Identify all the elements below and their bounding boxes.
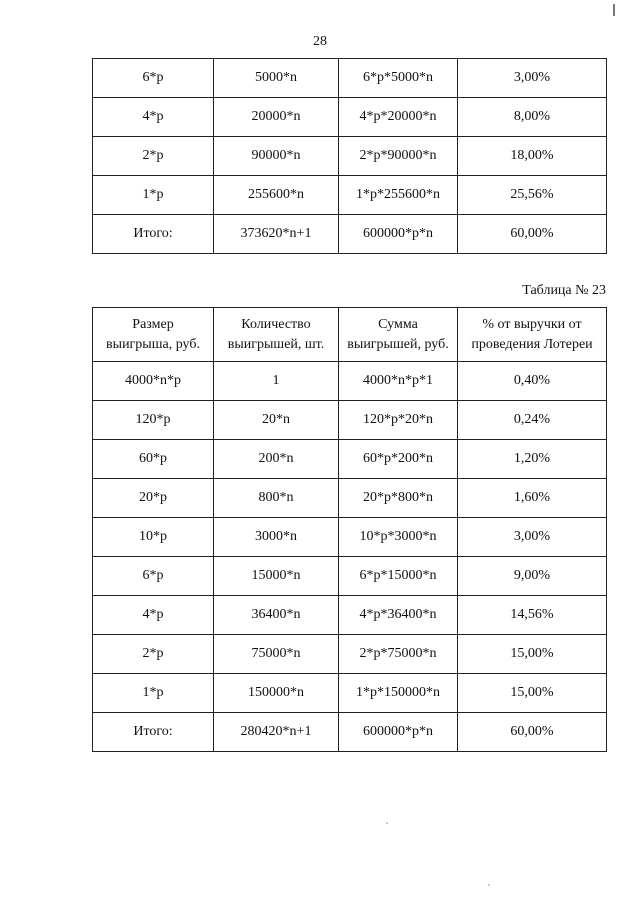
prize-amount-cell: 4*p xyxy=(93,98,214,137)
prize-count-cell: 200*n xyxy=(214,440,339,479)
prize-sum-cell: 60*p*200*n xyxy=(339,440,458,479)
prize-count-cell: 15000*n xyxy=(214,557,339,596)
revenue-percent-cell: 1,20% xyxy=(458,440,607,479)
revenue-percent-cell: 1,60% xyxy=(458,479,607,518)
table-row xyxy=(93,557,607,596)
prize-table-23 xyxy=(92,307,607,752)
scan-speck xyxy=(488,884,490,886)
prize-count-cell: 150000*n xyxy=(214,674,339,713)
prize-amount-cell: 60*p xyxy=(93,440,214,479)
prize-sum-cell: 20*p*800*n xyxy=(339,479,458,518)
header-revenue-percent xyxy=(458,308,607,362)
prize-sum-cell: 4*p*36400*n xyxy=(339,596,458,635)
revenue-percent-cell: 0,24% xyxy=(458,401,607,440)
prize-sum-cell: 6*p*5000*n xyxy=(339,59,458,98)
header-line: Количество xyxy=(241,316,311,332)
prize-amount-cell: 6*p xyxy=(93,59,214,98)
prize-sum-cell: 2*p*75000*n xyxy=(339,635,458,674)
prize-count-cell: 90000*n xyxy=(214,137,339,176)
table-row xyxy=(93,674,607,713)
table-row xyxy=(93,176,607,215)
prize-sum-cell: 600000*p*n xyxy=(339,215,458,254)
prize-sum-cell: 120*p*20*n xyxy=(339,401,458,440)
revenue-percent-cell: 3,00% xyxy=(458,518,607,557)
revenue-percent-cell: 18,00% xyxy=(458,137,607,176)
prize-sum-cell: 4000*n*p*1 xyxy=(339,362,458,401)
prize-amount-cell: 10*p xyxy=(93,518,214,557)
prize-count-cell: 5000*n xyxy=(214,59,339,98)
revenue-percent-cell: 9,00% xyxy=(458,557,607,596)
prize-table-23-body xyxy=(93,362,607,752)
prize-sum-cell: 2*p*90000*n xyxy=(339,137,458,176)
prize-count-cell: 3000*n xyxy=(214,518,339,557)
table-row xyxy=(93,596,607,635)
revenue-percent-cell: 3,00% xyxy=(458,59,607,98)
scan-artifact-mark xyxy=(613,4,615,16)
prize-sum-cell: 4*p*20000*n xyxy=(339,98,458,137)
header-line: выигрышей, руб. xyxy=(347,336,449,352)
header-line: Размер xyxy=(132,316,174,332)
prize-count-cell: 280420*n+1 xyxy=(214,713,339,752)
table-row xyxy=(93,440,607,479)
prize-amount-cell: 2*p xyxy=(93,137,214,176)
prize-amount-cell: 6*p xyxy=(93,557,214,596)
prize-amount-cell: 4*p xyxy=(93,596,214,635)
prize-count-cell: 255600*n xyxy=(214,176,339,215)
prize-count-cell: 20*n xyxy=(214,401,339,440)
header-prize-count xyxy=(214,308,339,362)
revenue-percent-cell: 15,00% xyxy=(458,674,607,713)
header-line: проведения Лотереи xyxy=(471,336,593,352)
prize-sum-cell: 1*p*255600*n xyxy=(339,176,458,215)
prize-sum-cell: 6*p*15000*n xyxy=(339,557,458,596)
prize-amount-cell: Итого: xyxy=(93,713,214,752)
prize-amount-cell: 1*p xyxy=(93,176,214,215)
prize-amount-cell: Итого: xyxy=(93,215,214,254)
revenue-percent-cell: 15,00% xyxy=(458,635,607,674)
table-row xyxy=(93,137,607,176)
prize-count-cell: 75000*n xyxy=(214,635,339,674)
prize-table-continued xyxy=(92,58,607,254)
prize-table-23-header xyxy=(93,308,607,362)
prize-amount-cell: 2*p xyxy=(93,635,214,674)
prize-amount-cell: 120*p xyxy=(93,401,214,440)
revenue-percent-cell: 0,40% xyxy=(458,362,607,401)
revenue-percent-cell: 25,56% xyxy=(458,176,607,215)
header-prize-amount xyxy=(93,308,214,362)
table-row xyxy=(93,59,607,98)
prize-count-cell: 800*n xyxy=(214,479,339,518)
prize-sum-cell: 1*p*150000*n xyxy=(339,674,458,713)
header-row xyxy=(93,308,607,362)
prize-count-cell: 20000*n xyxy=(214,98,339,137)
prize-count-cell: 373620*n+1 xyxy=(214,215,339,254)
prize-amount-cell: 20*p xyxy=(93,479,214,518)
table-row xyxy=(93,635,607,674)
page-number: 28 xyxy=(313,34,327,49)
table-caption: Таблица № 23 xyxy=(522,283,606,298)
total-row xyxy=(93,713,607,752)
revenue-percent-cell: 8,00% xyxy=(458,98,607,137)
revenue-percent-cell: 60,00% xyxy=(458,713,607,752)
prize-count-cell: 1 xyxy=(214,362,339,401)
table-row xyxy=(93,479,607,518)
revenue-percent-cell: 14,56% xyxy=(458,596,607,635)
header-prize-sum xyxy=(339,308,458,362)
prize-table-continued-body xyxy=(93,59,607,254)
table-row xyxy=(93,518,607,557)
prize-amount-cell: 1*p xyxy=(93,674,214,713)
prize-count-cell: 36400*n xyxy=(214,596,339,635)
revenue-percent-cell: 60,00% xyxy=(458,215,607,254)
scan-speck xyxy=(386,822,388,824)
prize-amount-cell: 4000*n*p xyxy=(93,362,214,401)
prize-sum-cell: 10*p*3000*n xyxy=(339,518,458,557)
header-line: Сумма xyxy=(378,316,418,332)
table-row xyxy=(93,401,607,440)
prize-sum-cell: 600000*p*n xyxy=(339,713,458,752)
header-line: % от выручки от xyxy=(482,316,582,332)
table-row xyxy=(93,98,607,137)
header-line: выигрыша, руб. xyxy=(106,336,200,352)
total-row xyxy=(93,215,607,254)
header-line: выигрышей, шт. xyxy=(227,336,325,352)
table-row xyxy=(93,362,607,401)
